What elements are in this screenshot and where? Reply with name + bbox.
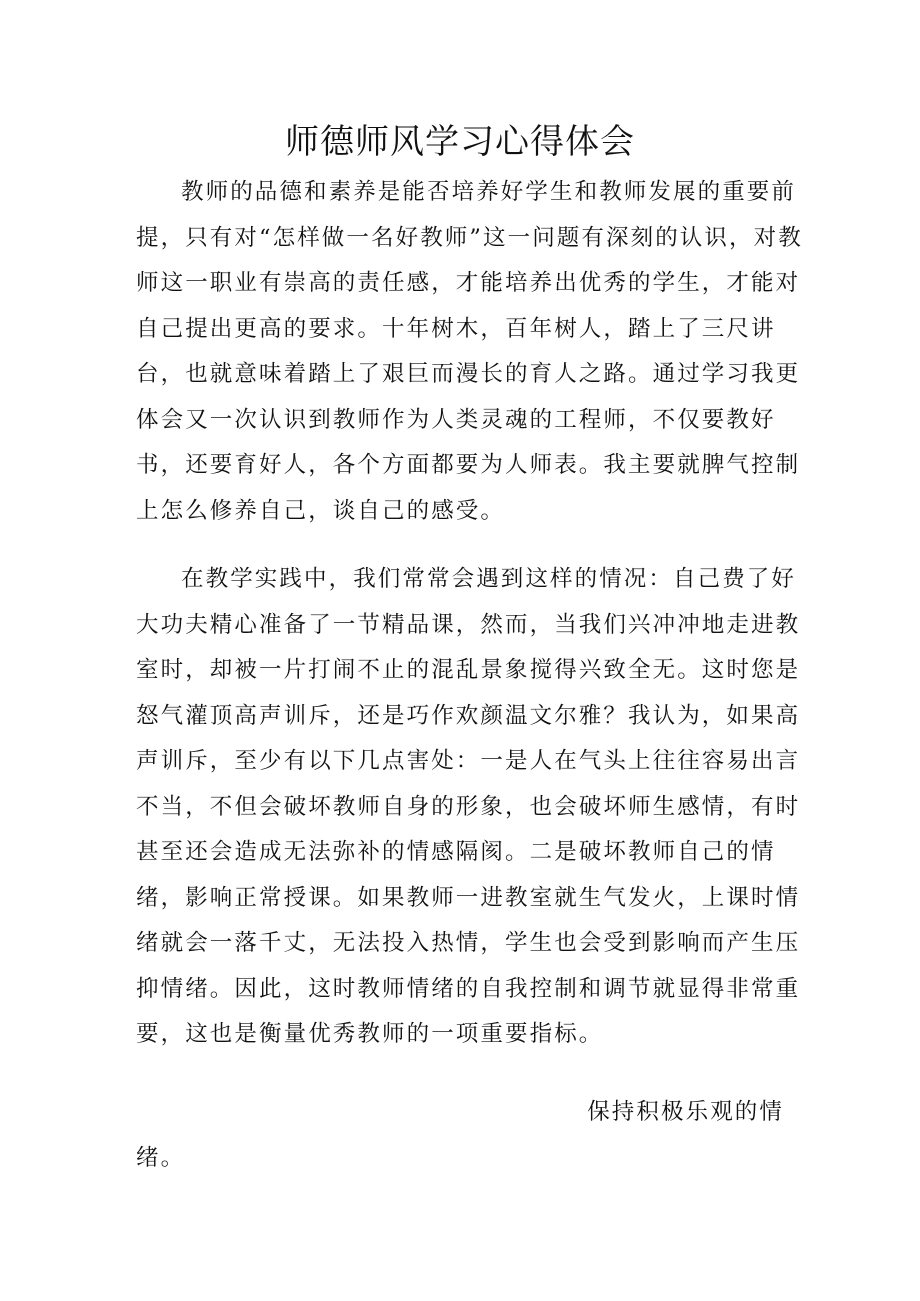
body-section-1 bbox=[136, 170, 816, 534]
section-heading: 保持积极乐观的情 bbox=[587, 1099, 784, 1125]
paragraph-2: 在教学实践中，我们常常会遇到这样的情况：自己费了好大功夫精心准备了一节精品课，然而，当我们兴冲冲地走进教室时，却被一片打闹不止的混乱景象搅得兴致全无。这时您是怒气灌顶高声训斥，还是巧作欢颜温文尔雅？我认为，如果高声训斥，至少有以下几点害处：一是人在气头上往往容易出言不当，不但会破坏教师自身的形象，也会破坏师生感情，有时甚至还会造成无法弥补的情感隔阂。二是破坏教师自己的情绪，影响正常授课。如果教师一进教室就生气发火，上课时情绪就会一落千丈，无法投入热情，学生也会受到影响而产生压抑情绪。因此，这时教师情绪的自我控制和调节就显得非常重要，这也是衡量优秀教师的一项重要指标。 bbox=[136, 566, 801, 1047]
paragraph-1: 教师的品德和素养是能否培养好学生和教师发展的重要前提，只有对“怎样做一名好教师”这一问题有深刻的认识，对教师这一职业有崇高的责任感，才能培养出优秀的学生，才能对自己提出更高的要求。十年树木，百年树人，踏上了三尺讲台，也就意味着踏上了艰巨而漫长的育人之路。通过学习我更体会又一次认识到教师作为人类灵魂的工程师，不仅要教好书，还要育好人，各个方面都要为人师表。我主要就脾气控制上怎么修养自己，谈自己的感受。 bbox=[136, 179, 803, 524]
body-section-2 bbox=[136, 557, 816, 1058]
section-heading-continuation: 绪。 bbox=[136, 1145, 186, 1171]
page-title: 师德师风学习心得体会 bbox=[285, 122, 635, 162]
